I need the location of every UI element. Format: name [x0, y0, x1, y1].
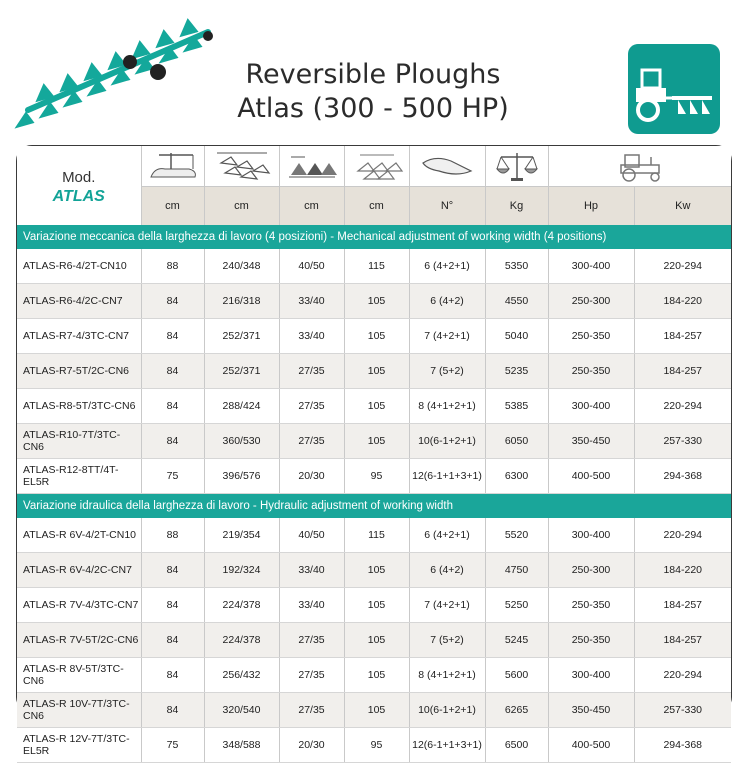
value-cell: 252/371: [204, 354, 279, 389]
value-cell: 84: [141, 389, 204, 424]
furrow-width-icon: [279, 146, 344, 187]
value-cell: 5385: [485, 389, 548, 424]
value-cell: 6 (4+2): [409, 553, 485, 588]
value-cell: 105: [344, 588, 409, 623]
table-row: [17, 319, 731, 354]
value-cell: 220-294: [634, 518, 731, 553]
value-cell: 6050: [485, 424, 548, 459]
value-cell: 8 (4+1+2+1): [409, 389, 485, 424]
model-cell: ATLAS-R 6V-4/2C-CN7: [17, 553, 141, 588]
model-cell: ATLAS-R 7V-5T/2C-CN6: [17, 623, 141, 658]
value-cell: 224/378: [204, 623, 279, 658]
value-cell: 27/35: [279, 424, 344, 459]
title-line-1: Reversible Ploughs: [245, 59, 501, 90]
value-cell: 250-350: [548, 588, 634, 623]
value-cell: 350-450: [548, 424, 634, 459]
value-cell: 219/354: [204, 518, 279, 553]
model-cell: ATLAS-R 10V-7T/3TC-CN6: [17, 693, 141, 728]
value-cell: 105: [344, 553, 409, 588]
model-header: [17, 146, 141, 225]
value-cell: 84: [141, 424, 204, 459]
mod-label: Mod.: [62, 169, 96, 186]
model-cell: ATLAS-R7-4/3TC-CN7: [17, 319, 141, 354]
value-cell: 84: [141, 623, 204, 658]
model-cell: ATLAS-R7-5T/2C-CN6: [17, 354, 141, 389]
value-cell: 12(6-1+1+3+1): [409, 459, 485, 494]
value-cell: 33/40: [279, 553, 344, 588]
value-cell: 10(6-1+2+1): [409, 693, 485, 728]
value-cell: 75: [141, 728, 204, 763]
value-cell: 33/40: [279, 284, 344, 319]
value-cell: 250-350: [548, 319, 634, 354]
value-cell: 84: [141, 284, 204, 319]
model-cell: ATLAS-R 7V-4/3TC-CN7: [17, 588, 141, 623]
value-cell: 6 (4+2+1): [409, 518, 485, 553]
value-cell: 12(6-1+1+3+1): [409, 728, 485, 763]
value-cell: 257-330: [634, 693, 731, 728]
value-cell: 27/35: [279, 389, 344, 424]
model-cell: ATLAS-R 12V-7T/3TC-EL5R: [17, 728, 141, 763]
value-cell: 6300: [485, 459, 548, 494]
value-cell: 40/50: [279, 518, 344, 553]
table-row: [17, 518, 731, 553]
value-cell: 5350: [485, 249, 548, 284]
specification-table-frame: [16, 145, 732, 757]
section-title: Variazione idraulica della larghezza di lavoro - Hydraulic adjustment of working width: [17, 494, 731, 519]
value-cell: 105: [344, 354, 409, 389]
value-cell: 184-257: [634, 588, 731, 623]
value-cell: 115: [344, 249, 409, 284]
value-cell: 250-300: [548, 284, 634, 319]
atlas-label: ATLAS: [52, 188, 105, 205]
working-width-icon: [204, 146, 279, 187]
value-cell: 5600: [485, 658, 548, 693]
value-cell: 4550: [485, 284, 548, 319]
value-cell: 105: [344, 658, 409, 693]
value-cell: 33/40: [279, 588, 344, 623]
section-header-row: [17, 494, 731, 519]
value-cell: 400-500: [548, 459, 634, 494]
value-cell: 5250: [485, 588, 548, 623]
value-cell: 396/576: [204, 459, 279, 494]
value-cell: 320/540: [204, 693, 279, 728]
value-cell: 7 (5+2): [409, 354, 485, 389]
unit-cell: cm: [344, 187, 409, 226]
model-cell: ATLAS-R6-4/2C-CN7: [17, 284, 141, 319]
value-cell: 348/588: [204, 728, 279, 763]
value-cell: 216/318: [204, 284, 279, 319]
value-cell: 75: [141, 459, 204, 494]
value-cell: 84: [141, 354, 204, 389]
frame-clearance-icon: [141, 146, 204, 187]
section-title: Variazione meccanica della larghezza di lavoro (4 posizioni) - Mechanical adjustment of working width (4 positions): [17, 225, 731, 249]
value-cell: 27/35: [279, 354, 344, 389]
plough-category-logo: [628, 44, 720, 134]
value-cell: 250-350: [548, 354, 634, 389]
value-cell: 5040: [485, 319, 548, 354]
value-cell: 257-330: [634, 424, 731, 459]
value-cell: 184-257: [634, 354, 731, 389]
value-cell: 6500: [485, 728, 548, 763]
value-cell: 256/432: [204, 658, 279, 693]
table-row: [17, 424, 731, 459]
value-cell: 105: [344, 319, 409, 354]
section-header-row: [17, 225, 731, 249]
interbody-distance-icon: [344, 146, 409, 187]
value-cell: 27/35: [279, 658, 344, 693]
table-row: [17, 553, 731, 588]
page-title: [200, 58, 546, 126]
table-row: [17, 354, 731, 389]
table-row: [17, 623, 731, 658]
value-cell: 300-400: [548, 249, 634, 284]
value-cell: 84: [141, 319, 204, 354]
table-row: [17, 693, 731, 728]
icon-header-row: [17, 146, 731, 187]
value-cell: 20/30: [279, 459, 344, 494]
table-row: [17, 658, 731, 693]
table-row: [17, 284, 731, 319]
value-cell: 105: [344, 284, 409, 319]
value-cell: 192/324: [204, 553, 279, 588]
tractor-power-icon: [548, 146, 731, 187]
value-cell: 294-368: [634, 459, 731, 494]
table-row: [17, 459, 731, 494]
unit-cell: cm: [204, 187, 279, 226]
value-cell: 6265: [485, 693, 548, 728]
value-cell: 105: [344, 389, 409, 424]
table-row: [17, 389, 731, 424]
value-cell: 6 (4+2): [409, 284, 485, 319]
table-body: [17, 225, 731, 763]
value-cell: 88: [141, 518, 204, 553]
unit-cell: cm: [141, 187, 204, 226]
value-cell: 240/348: [204, 249, 279, 284]
value-cell: 33/40: [279, 319, 344, 354]
value-cell: 27/35: [279, 693, 344, 728]
value-cell: 105: [344, 424, 409, 459]
value-cell: 224/378: [204, 588, 279, 623]
value-cell: 350-450: [548, 693, 634, 728]
value-cell: 27/35: [279, 623, 344, 658]
tractor-plough-icon: [628, 44, 720, 134]
weight-scale-icon: [485, 146, 548, 187]
model-cell: ATLAS-R10-7T/3TC-CN6: [17, 424, 141, 459]
value-cell: 400-500: [548, 728, 634, 763]
value-cell: 5235: [485, 354, 548, 389]
value-cell: 6 (4+2+1): [409, 249, 485, 284]
value-cell: 300-400: [548, 658, 634, 693]
value-cell: 5245: [485, 623, 548, 658]
model-cell: ATLAS-R12-8TT/4T-EL5R: [17, 459, 141, 494]
value-cell: 8 (4+1+2+1): [409, 658, 485, 693]
value-cell: 184-220: [634, 553, 731, 588]
unit-cell: cm: [279, 187, 344, 226]
value-cell: 4750: [485, 553, 548, 588]
value-cell: 300-400: [548, 389, 634, 424]
value-cell: 84: [141, 658, 204, 693]
value-cell: 300-400: [548, 518, 634, 553]
unit-cell: Kw: [634, 187, 731, 226]
table-row: [17, 728, 731, 763]
value-cell: 7 (5+2): [409, 623, 485, 658]
value-cell: 220-294: [634, 389, 731, 424]
unit-cell: N°: [409, 187, 485, 226]
unit-cell: Hp: [548, 187, 634, 226]
value-cell: 84: [141, 553, 204, 588]
table-row: [17, 249, 731, 284]
unit-cell: Kg: [485, 187, 548, 226]
value-cell: 88: [141, 249, 204, 284]
value-cell: 252/371: [204, 319, 279, 354]
value-cell: 10(6-1+2+1): [409, 424, 485, 459]
table-row: [17, 588, 731, 623]
value-cell: 288/424: [204, 389, 279, 424]
value-cell: 250-350: [548, 623, 634, 658]
value-cell: 95: [344, 728, 409, 763]
value-cell: 40/50: [279, 249, 344, 284]
title-line-2: Atlas (300 - 500 HP): [237, 93, 509, 124]
model-cell: ATLAS-R 8V-5T/3TC-CN6: [17, 658, 141, 693]
value-cell: 95: [344, 459, 409, 494]
value-cell: 184-257: [634, 623, 731, 658]
value-cell: 84: [141, 588, 204, 623]
value-cell: 184-257: [634, 319, 731, 354]
model-cell: ATLAS-R6-4/2T-CN10: [17, 249, 141, 284]
value-cell: 115: [344, 518, 409, 553]
value-cell: 184-220: [634, 284, 731, 319]
value-cell: 105: [344, 693, 409, 728]
model-cell: ATLAS-R 6V-4/2T-CN10: [17, 518, 141, 553]
model-cell: ATLAS-R8-5T/3TC-CN6: [17, 389, 141, 424]
bodies-count-icon: [409, 146, 485, 187]
value-cell: 20/30: [279, 728, 344, 763]
value-cell: 360/530: [204, 424, 279, 459]
specification-table: [17, 146, 731, 763]
value-cell: 220-294: [634, 658, 731, 693]
value-cell: 7 (4+2+1): [409, 319, 485, 354]
value-cell: 7 (4+2+1): [409, 588, 485, 623]
value-cell: 220-294: [634, 249, 731, 284]
value-cell: 105: [344, 623, 409, 658]
value-cell: 84: [141, 693, 204, 728]
value-cell: 294-368: [634, 728, 731, 763]
value-cell: 5520: [485, 518, 548, 553]
value-cell: 250-300: [548, 553, 634, 588]
